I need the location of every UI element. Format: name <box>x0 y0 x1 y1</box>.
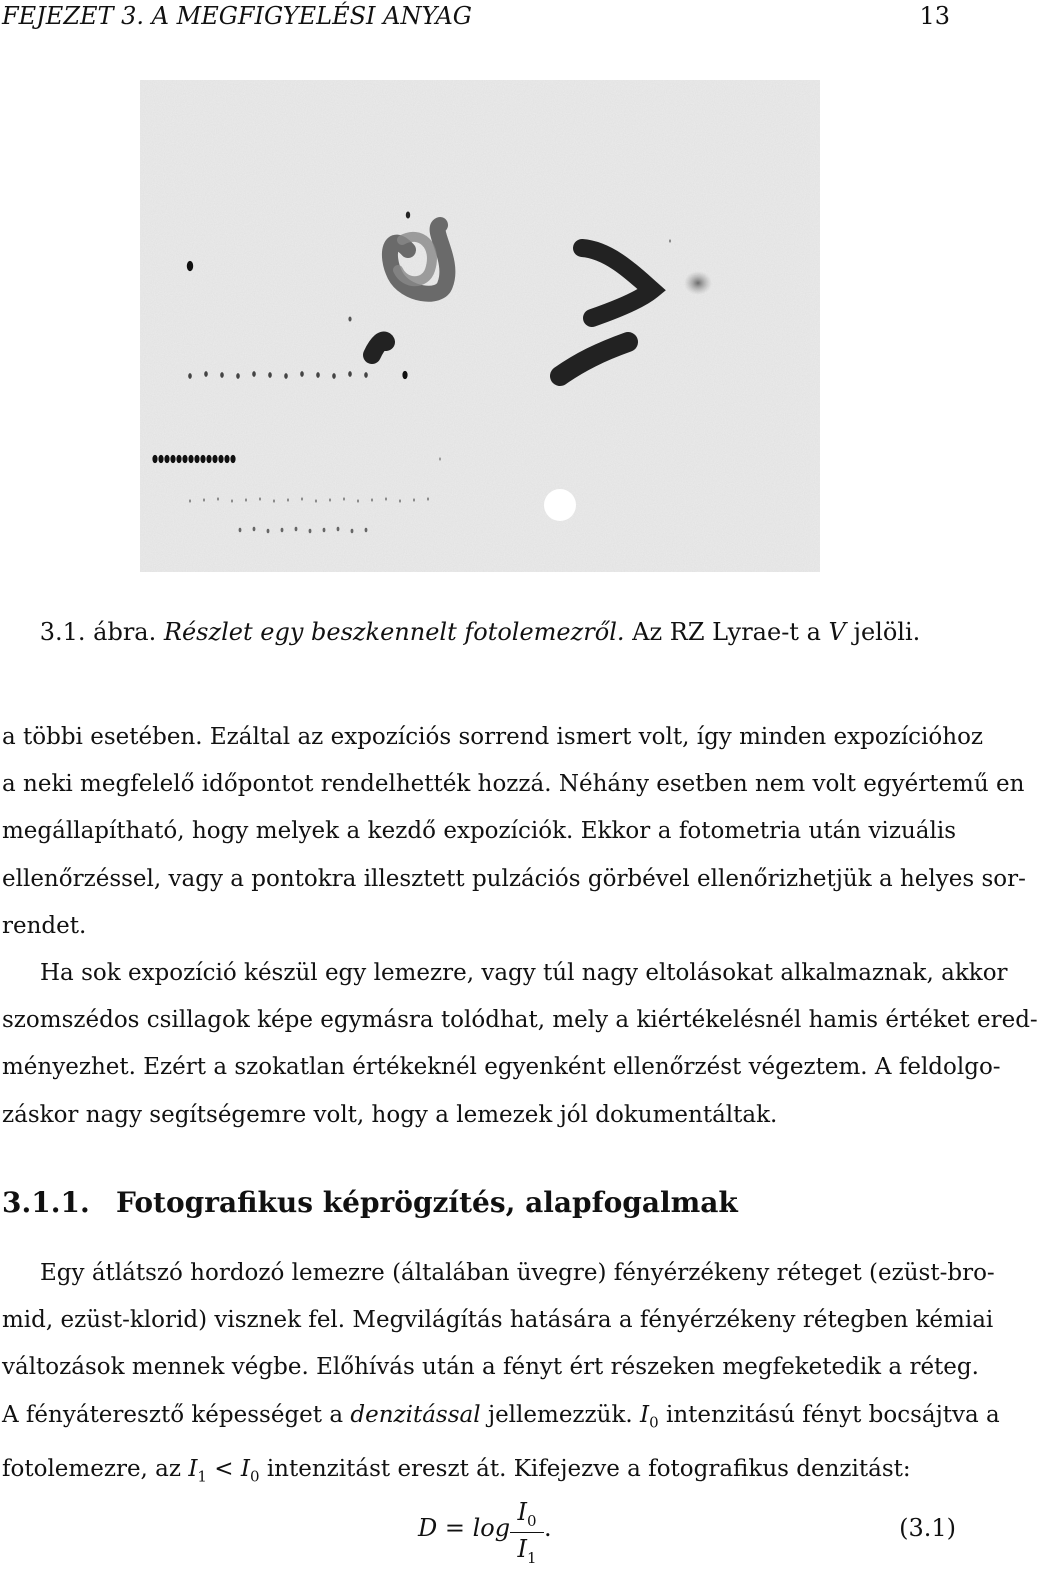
text-run: A fényáteresztő képességet a <box>2 1401 344 1428</box>
star-exposure-dot <box>413 498 415 501</box>
equation-density <box>0 1498 960 1568</box>
star-exposure-dot <box>371 498 373 501</box>
italic-term-denzitassal: denzitással <box>350 1401 481 1428</box>
star-exposure-dot <box>348 316 351 321</box>
numerator-symbol: I <box>517 1498 527 1526</box>
star-exposure-dot <box>224 455 229 463</box>
symbol-I: I <box>188 1456 198 1483</box>
star-exposure-dot <box>300 371 304 377</box>
text-run: fotolemezre, az <box>2 1456 182 1483</box>
symbol-I: I <box>240 1456 250 1483</box>
text-line: megállapítható, hogy melyek a kezdő expozíciók. Ekkor a fotometria után vizuális <box>2 818 956 845</box>
star-exposure-dot <box>315 499 317 502</box>
equation-fraction <box>510 1498 544 1567</box>
star-exposure-dot <box>170 455 175 463</box>
less-than-sign: < <box>214 1456 234 1483</box>
star-exposure-dot <box>343 497 345 500</box>
star-exposure-dot <box>402 371 407 379</box>
star-exposure-dot <box>188 373 192 379</box>
paragraph-overlapping-stars <box>2 950 1038 1139</box>
star-exposure-dot <box>284 373 288 379</box>
text-line <box>2 1392 1000 1447</box>
star-exposure-dot <box>399 499 401 502</box>
caption-end: jelöli. <box>853 618 921 646</box>
star-exposure-dot <box>239 528 242 532</box>
star-exposure-dot <box>212 455 217 463</box>
star-exposure-dot <box>281 528 284 532</box>
star-exposure-dot <box>301 497 303 500</box>
text-run: intenzitású fényt bocsájtva a <box>666 1401 1000 1428</box>
star-exposure-dot <box>158 455 163 463</box>
caption-text: Az RZ Lyrae-t a <box>632 618 821 646</box>
text-line: szomszédos csillagok képe egymásra tolódhat, mely a kiértékelésnél hamis értéket ered- <box>2 1007 1038 1034</box>
text-line: Egy átlátszó hordozó lemezre (általában üvegre) fényérzékeny réteget (ezüst-bro- <box>40 1260 995 1286</box>
text-line: rendet. <box>2 912 87 939</box>
fuzzy-star-blob <box>684 271 712 295</box>
star-exposure-dot <box>309 529 312 533</box>
star-exposure-dot <box>236 373 240 379</box>
fraction-numerator <box>510 1498 544 1530</box>
star-exposure-dot <box>357 499 359 502</box>
star-exposure-dot <box>669 239 671 242</box>
star-exposure-dot <box>351 529 354 533</box>
fraction-bar <box>510 1532 544 1533</box>
star-exposure-dot <box>365 528 368 532</box>
caption-v-symbol: V <box>828 618 846 646</box>
star-exposure-dot <box>218 455 223 463</box>
star-exposure-dot <box>268 372 272 378</box>
plate-white-spot <box>544 489 576 521</box>
chapter-title: FEJEZET 3. A MEGFIGYELÉSI ANYAG <box>2 2 472 30</box>
star-exposure-dot <box>217 497 219 500</box>
subscript: 1 <box>197 1468 207 1486</box>
star-exposure-dot <box>245 498 247 501</box>
star-exposure-dot <box>267 529 270 533</box>
star-exposure-dot <box>253 527 256 531</box>
star-exposure-dot <box>188 455 193 463</box>
star-exposure-dot <box>220 372 224 378</box>
star-exposure-dot <box>406 211 410 218</box>
star-exposure-dot <box>152 455 157 463</box>
denominator-symbol: I <box>517 1534 527 1563</box>
star-exposure-dot <box>287 498 289 501</box>
text-line: a többi esetében. Ezáltal az expozíciós sorrend ismert volt, így minden expozícióhoz <box>2 724 984 750</box>
scanned-plate-figure <box>140 80 820 572</box>
subscript: 0 <box>649 1413 659 1432</box>
star-exposure-dot <box>439 457 441 460</box>
symbol-I: I <box>640 1401 650 1428</box>
equation-number: (3.1) <box>899 1514 956 1542</box>
caption-label: 3.1. ábra. <box>39 618 157 646</box>
figure-caption <box>0 618 960 646</box>
text-line: a neki megfelelő időpontot rendelhették hozzá. Néhány esetben nem volt egyértemű en <box>2 771 1025 798</box>
star-exposure-dot <box>385 497 387 500</box>
star-exposure-dot <box>364 372 368 378</box>
star-exposure-dot <box>273 499 275 502</box>
star-exposure-dot <box>348 371 352 377</box>
subscript: 0 <box>526 1511 537 1530</box>
equation-lhs: D = log <box>418 1514 511 1542</box>
star-exposure-dot <box>204 371 208 377</box>
star-exposure-dot <box>329 498 331 501</box>
text-line: mid, ezüst-klorid) visznek fel. Megvilágítás hatására a fényérzékeny rétegben kémiai <box>2 1307 994 1334</box>
star-exposure-dot <box>323 528 326 532</box>
star-exposure-dot <box>252 371 256 377</box>
star-exposure-dot <box>206 455 211 463</box>
paragraph-exposure-order <box>2 714 1026 950</box>
equation-period: . <box>544 1514 552 1542</box>
star-exposure-dot <box>332 373 336 379</box>
star-exposure-dot <box>187 261 193 271</box>
fraction-denominator <box>510 1535 544 1567</box>
star-exposure-dot <box>427 497 429 500</box>
section-number: 3.1.1. <box>2 1186 90 1219</box>
star-exposure-dot <box>164 455 169 463</box>
star-exposure-dot <box>316 372 320 378</box>
section-heading <box>2 1186 738 1219</box>
star-exposure-dot <box>230 455 235 463</box>
caption-italic-text: Részlet egy beszkennelt fotolemezről. <box>163 618 625 646</box>
text-line: záskor nagy segítségemre volt, hogy a lemezek jól dokumentáltak. <box>2 1101 778 1128</box>
star-exposure-dot <box>337 527 340 531</box>
star-exposure-dot <box>194 455 199 463</box>
text-line: ményezhet. Ezért a szokatlan értékeknél egyenként ellenőrzést végeztem. A feldolgo- <box>2 1054 1001 1081</box>
text-line: változások mennek végbe. Előhívás után a fényt ért részeken megfeketedik a réteg. <box>2 1354 979 1381</box>
paragraph-photographic-recording <box>2 1250 1000 1501</box>
star-exposure-dot <box>231 499 233 502</box>
text-line: ellenőrzéssel, vagy a pontokra illesztett pulzációs görbével ellenőrizhetjük a helyes sor- <box>2 865 1026 892</box>
star-exposure-dot <box>182 455 187 463</box>
subscript: 0 <box>249 1468 260 1486</box>
text-run: intenzitást ereszt át. Kifejezve a fotografikus denzitást: <box>266 1456 911 1483</box>
section-title: Fotografikus képrögzítés, alapfogalmak <box>116 1186 738 1219</box>
page-number: 13 <box>919 2 950 30</box>
star-exposure-dot <box>295 527 298 531</box>
star-exposure-dot <box>203 498 205 501</box>
star-exposure-dot <box>259 497 261 500</box>
star-exposure-dot <box>189 499 191 502</box>
text-run: jellemezzük. <box>487 1401 633 1428</box>
star-exposure-dot <box>200 455 205 463</box>
star-exposure-dot <box>176 455 181 463</box>
running-head <box>2 2 950 34</box>
text-line <box>2 1446 956 1501</box>
photographic-plate-image <box>140 80 820 572</box>
text-line: Ha sok expozíció készül egy lemezre, vagy túl nagy eltolásokat alkalmaznak, akkor <box>40 960 1008 986</box>
subscript: 1 <box>526 1548 537 1567</box>
